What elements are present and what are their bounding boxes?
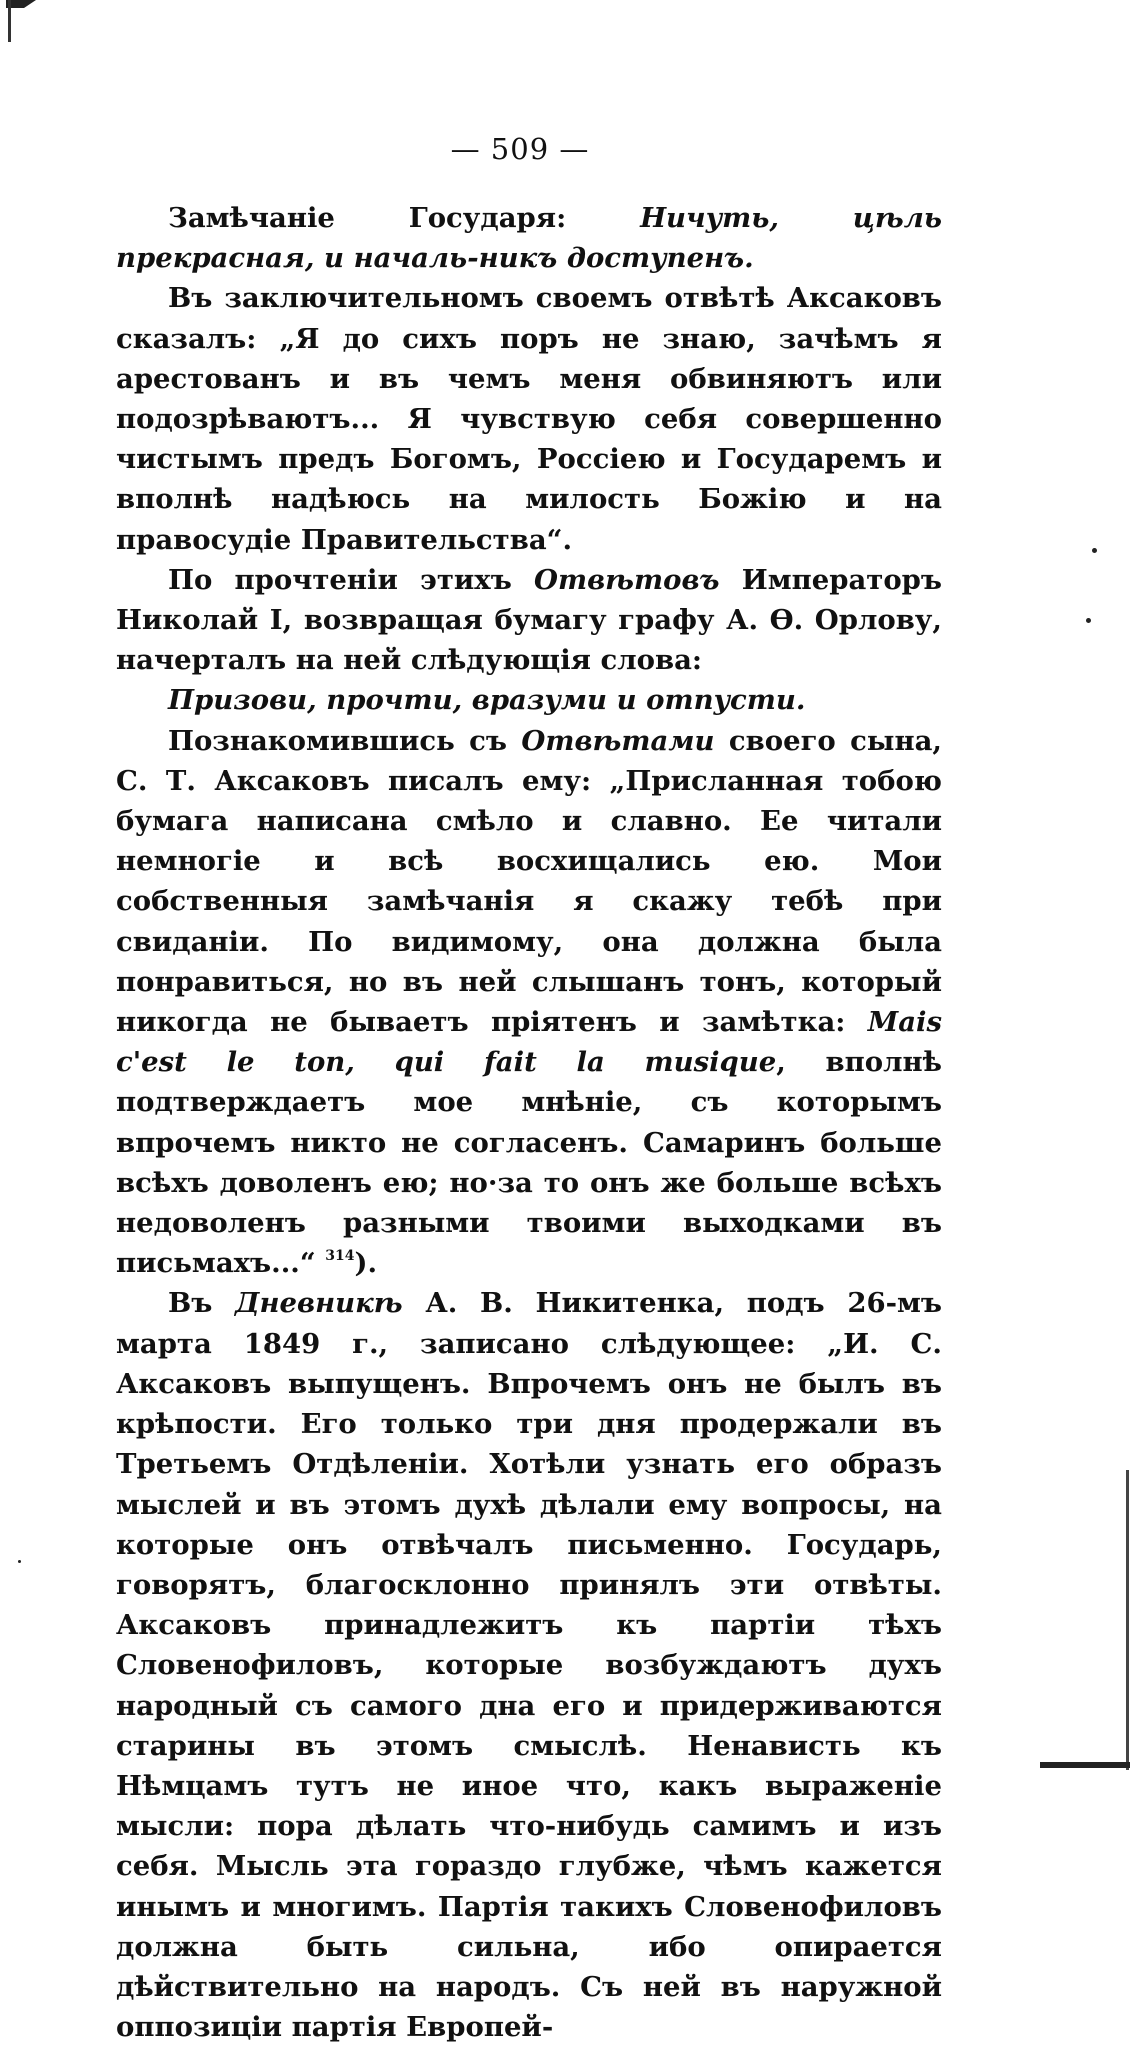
text-run: Въ: [168, 1287, 236, 1320]
paragraph: [116, 1283, 942, 2047]
italic-text: Mais c'est le ton, qui fait la musique: [116, 1006, 942, 1079]
italic-text: Отвѣтами: [521, 724, 715, 757]
paragraph: [116, 198, 942, 278]
text-run: А. В. Никитенка, подъ 26-мъ марта 1849 г., записано слѣдующее: „И. С. Аксаковъ выпущенъ. Впрочемъ онъ не былъ въ крѣпости. Его только три дня продержали въ Третьемъ Отдѣленіи. Хотѣли узнать его образъ мыслей и въ этомъ духѣ дѣлали ему вопросы, на которые онъ отвѣчалъ письменно. Государь, говорятъ, благосклонно принялъ эти отвѣты. Аксаковъ принадлежитъ къ партіи тѣхъ Словенофиловъ, которые возбуждаютъ духъ народный съ самого дна его и придерживаются старины въ этомъ смыслѣ. Ненависть къ Нѣмцамъ тутъ не иное что, какъ выраженіе мысли: пора дѣлать что-нибудь самимъ и изъ себя. Мысль эта гораздо глубже, чѣмъ кажется инымъ и многимъ. Партія такихъ Словенофиловъ должна быть сильна, ибо опирается дѣйствительно на народъ. Съ ней въ наружной оппозиціи партія Европей-: [116, 1287, 942, 2044]
scan-speck: [18, 1560, 21, 1563]
scan-bottom-mark: [1040, 1762, 1130, 1768]
paragraph: [116, 680, 942, 720]
text-run: Замѣчаніе Государя:: [168, 202, 641, 234]
text-run: Въ заключительномъ своемъ отвѣтѣ Аксаковъ сказалъ: „Я до сихъ поръ не знаю, зачѣмъ я арестованъ и въ чемъ меня обвиняютъ или подозрѣваютъ... Я чувствую себя совершенно чистымъ предъ Богомъ, Россіею и Государемъ и вполнѣ надѣюсь на милость Божію и на правосудіе Правительства“.: [116, 282, 942, 556]
scan-edge-line: [1126, 1470, 1129, 1770]
text-run: своего сына, С. Т. Аксаковъ писалъ ему: „Присланная тобою бумага написана смѣло и славно. Ее читали немногіе и всѣ восхищались ею. Мои собственныя замѣчанія я скажу тебѣ при свиданіи. По видимому, она должна была понравиться, но въ ней слышанъ тонъ, который никогда не бываетъ пріятенъ и замѣтка:: [116, 724, 942, 1039]
page-number: — 509 —: [450, 132, 590, 166]
scan-speck: [1086, 618, 1091, 623]
paragraph: [116, 560, 942, 681]
text-run: Императоръ Николай I, возвращая бумагу графу А. Ѳ. Орлову, начерталъ на ней слѣдующія слова:: [116, 563, 942, 677]
body-text: [116, 198, 942, 2047]
text-run: По прочтеніи этихъ: [168, 563, 535, 596]
text-run: ).: [354, 1247, 378, 1280]
paragraph: [116, 278, 942, 559]
scan-corner-stem: [8, 0, 11, 42]
italic-text: Отвѣтовъ: [534, 563, 720, 596]
text-run: Познакомившись съ: [168, 724, 522, 757]
italic-text: Ничуть, цѣль прекрасная, и началь-никъ доступенъ.: [116, 202, 943, 275]
paragraph: [116, 721, 942, 1284]
italic-text: Призови, прочти, вразуми и отпусти.: [168, 684, 806, 717]
italic-text: Дневникѣ: [235, 1287, 403, 1320]
scan-speck: [1092, 548, 1097, 553]
text-run: , вполнѣ подтверждаетъ мое мнѣніе, съ которымъ впрочемъ никто не согласенъ. Самаринъ больше всѣхъ доволенъ ею; но·за то онъ же больше всѣхъ недоволенъ разными твоими выходками въ письмахъ...“: [116, 1046, 942, 1280]
footnote-ref: 314: [325, 1248, 355, 1265]
